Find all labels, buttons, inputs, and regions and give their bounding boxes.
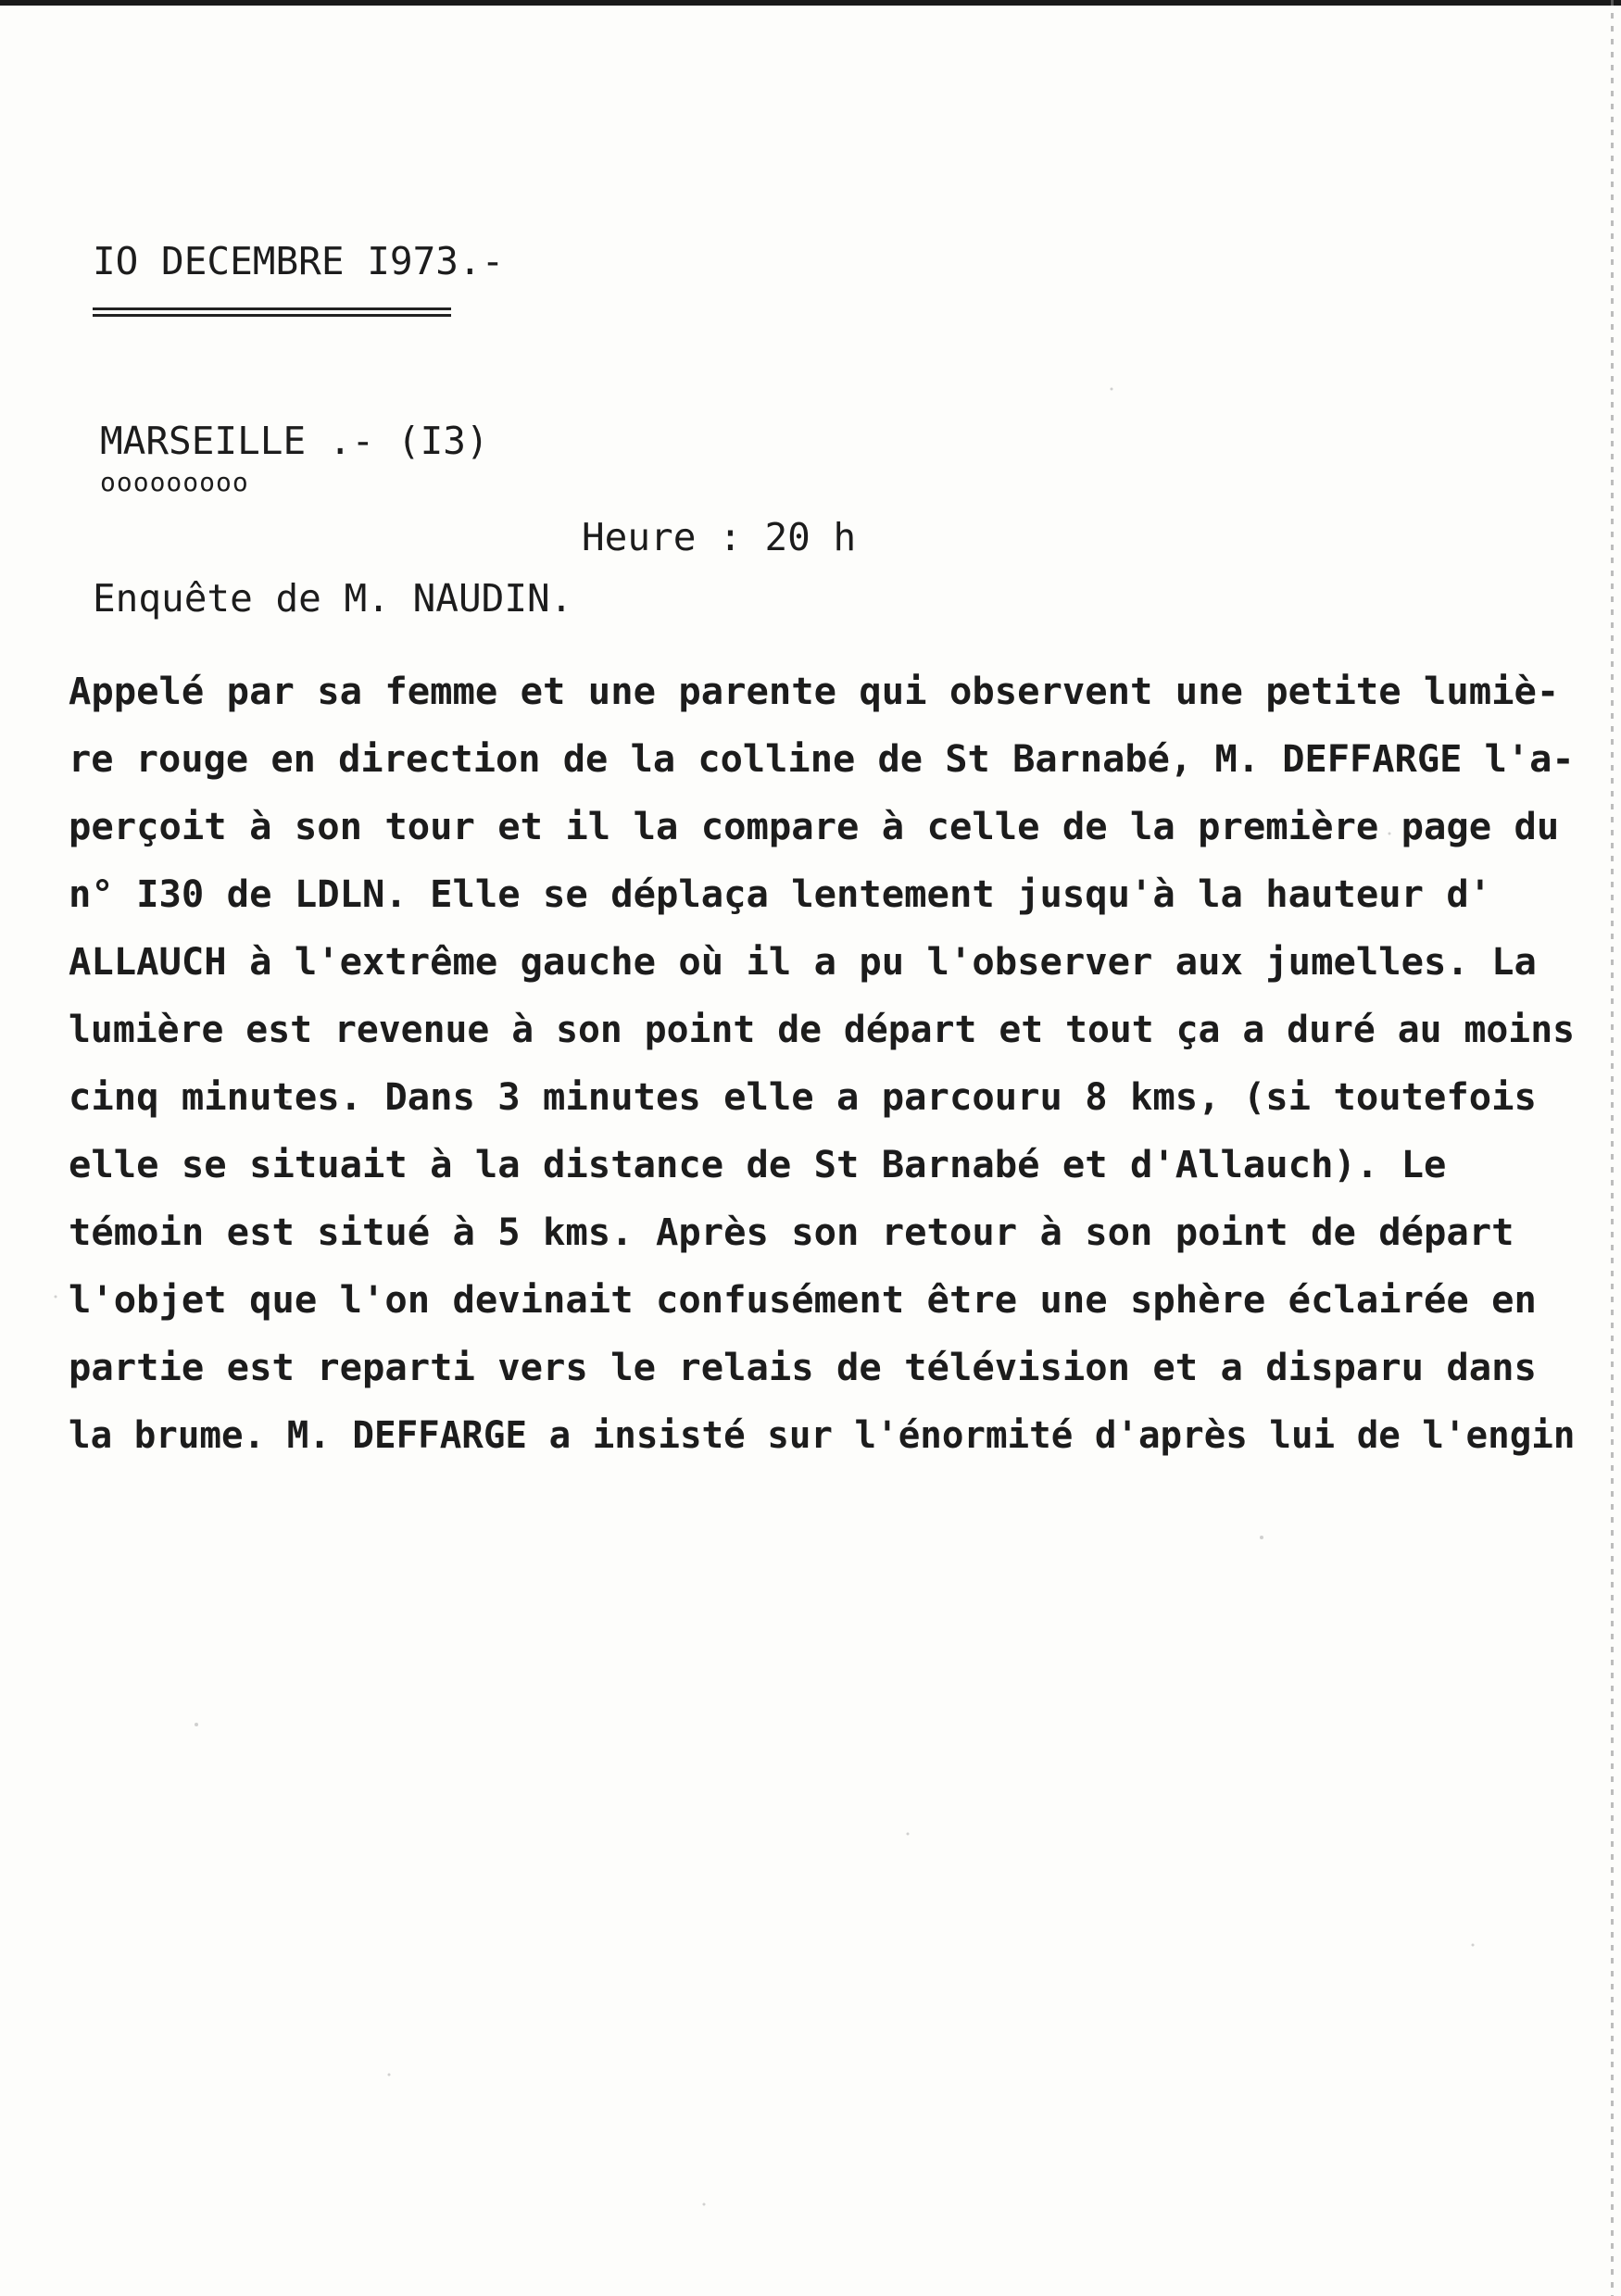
scan-top-edge [0,0,1621,6]
body-line: témoin est situé à 5 kms. Après son retour à son point de départ [69,1210,1514,1254]
body-line: cinq minutes. Dans 3 minutes elle a parcouru 8 kms, (si toutefois [69,1074,1537,1119]
date-double-underline [93,307,451,320]
body-line: re rouge en direction de la colline de St Barnabé, M. DEFFARGE l'a- [69,736,1575,781]
location-heading: MARSEILLE .- (I3) [100,419,489,463]
body-line: Appelé par sa femme et une parente qui observent une petite lumiè- [69,669,1560,713]
body-line: n° I30 de LDLN. Elle se déplaça lentement jusqu'à la hauteur d' [69,872,1492,916]
body-line: la brume. M. DEFFARGE a insisté sur l'énormité d'après lui de l'engin [69,1412,1576,1457]
body-line: perçoit à son tour et il la compare à celle de la première page du [69,804,1560,848]
body-line: ALLAUCH à l'extrême gauche où il a pu l'observer aux jumelles. La [69,939,1537,984]
body-line: partie est reparti vers le relais de télévision et a disparu dans [69,1345,1537,1389]
body-line: lumière est revenue à son point de départ et tout ça a duré au moins [69,1007,1576,1051]
body-line: elle se situait à la distance de St Barnabé et d'Allauch). Le [69,1142,1447,1186]
observation-time: Heure : 20 h [582,515,857,559]
scan-right-edge [1611,0,1614,2296]
document-date: IO DECEMBRE I973.- [93,239,505,283]
location-underline: ooooooooo [100,467,249,497]
body-line: l'objet que l'on devinait confusément être une sphère éclairée en [69,1277,1537,1322]
investigator-line: Enquête de M. NAUDIN. [93,576,573,621]
